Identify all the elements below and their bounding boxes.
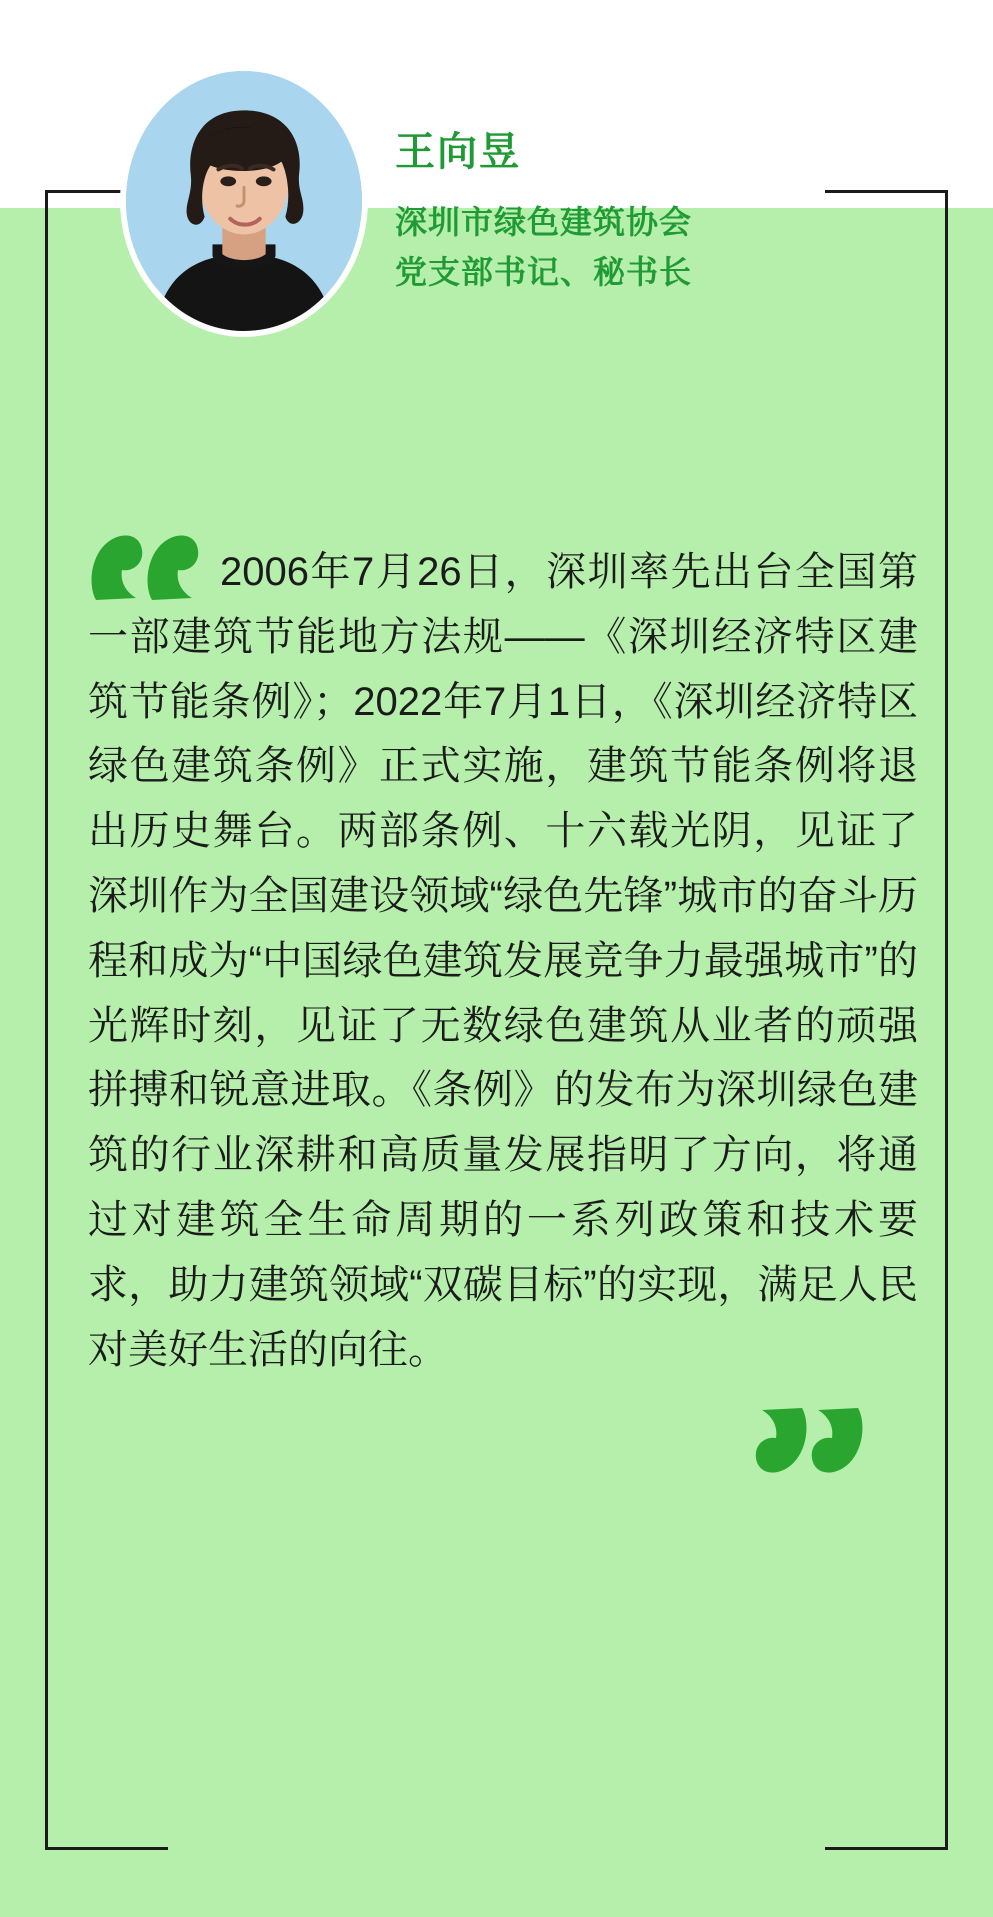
quote-block [88, 540, 918, 1382]
person-title: 深圳市绿色建筑协会党支部书记、秘书长 [395, 204, 693, 290]
person-name: 王向昱 [395, 130, 521, 174]
person-info [395, 128, 755, 297]
quote-text: 2006年7月26日，深圳率先出台全国第一部建筑节能地方法规——《深圳经济特区建筑节能条例》；2022年7月1日，《深圳经济特区绿色建筑条例》正式实施，建筑节能条例将退出历史舞台。两部条例、十六载光阴，见证了深圳作为全国建设领域“绿色先锋”城市的奋斗历程和成为“中国绿色建筑发展竞争力最强城市”的光辉时刻，见证了无数绿色建筑从业者的顽强拼搏和锐意进取。《条例》的发布为深圳绿色建筑的行业深耕和高质量发展指明了方向，将通过对建筑全生命周期的一系列政策和技术要求，助力建筑领域“双碳目标”的实现，满足人民对美好生活的向往。 [88, 550, 918, 1372]
avatar [120, 65, 368, 337]
person-header [0, 0, 993, 420]
quote-open-icon [88, 530, 200, 606]
quote-close-icon [754, 1402, 866, 1478]
